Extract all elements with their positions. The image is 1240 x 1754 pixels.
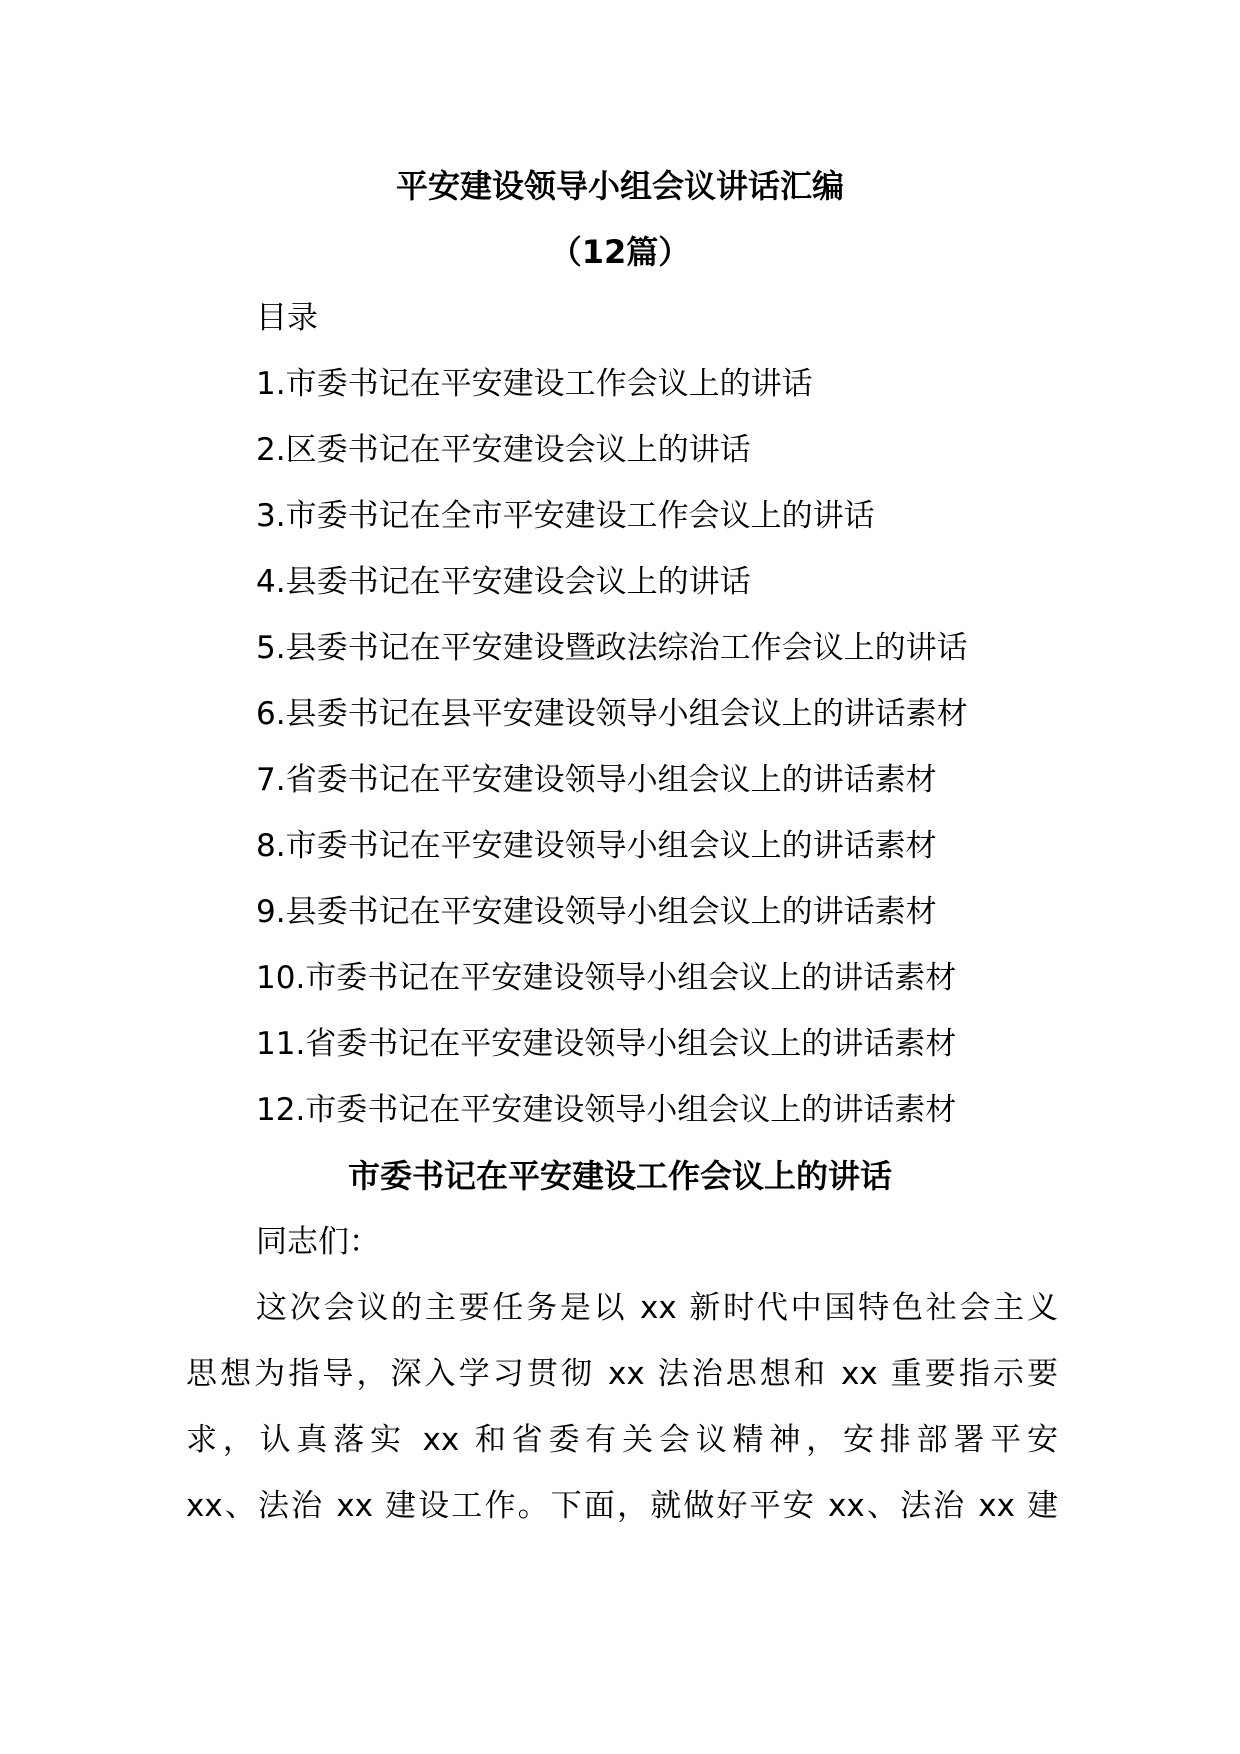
paragraph-line: 求，认真落实 xx 和省委有关会议精神，安排部署平安: [186, 1422, 1058, 1458]
paragraph-line: 思想为指导，深入学习贯彻 xx 法治思想和 xx 重要指示要: [186, 1356, 1058, 1392]
toc-item: 3.市委书记在全市平安建设工作会议上的讲话: [256, 498, 875, 534]
toc-item: 11.省委书记在平安建设领导小组会议上的讲话素材: [256, 1026, 957, 1062]
toc-item: 1.市委书记在平安建设工作会议上的讲话: [256, 366, 813, 402]
body-paragraph: [186, 1288, 1058, 1552]
toc-item: 2.区委书记在平安建设会议上的讲话: [256, 432, 751, 468]
table-of-contents: [256, 364, 968, 1156]
salutation: 同志们：: [256, 1224, 380, 1260]
paragraph-line: xx、法治 xx 建设工作。下面，就做好平安 xx、法治 xx 建: [186, 1488, 1058, 1524]
document-title: 平安建设领导小组会议讲话汇编: [395, 167, 844, 205]
toc-item: 4.县委书记在平安建设会议上的讲话: [256, 564, 751, 600]
toc-item: 5.县委书记在平安建设暨政法综治工作会议上的讲话: [256, 630, 968, 666]
toc-item: 8.市委书记在平安建设领导小组会议上的讲话素材: [256, 828, 937, 864]
toc-item: 7.省委书记在平安建设领导小组会议上的讲话素材: [256, 762, 937, 798]
toc-item: 6.县委书记在县平安建设领导小组会议上的讲话素材: [256, 696, 968, 732]
document-subtitle: （12篇）: [549, 233, 691, 271]
toc-item: 10.市委书记在平安建设领导小组会议上的讲话素材: [256, 960, 957, 996]
toc-item: 12.市委书记在平安建设领导小组会议上的讲话素材: [256, 1092, 957, 1128]
toc-label: 目录: [256, 300, 318, 336]
paragraph-line: 这次会议的主要任务是以 xx 新时代中国特色社会主义: [256, 1290, 1058, 1326]
section-title: 市委书记在平安建设工作会议上的讲话: [347, 1157, 892, 1195]
toc-item: 9.县委书记在平安建设领导小组会议上的讲话素材: [256, 894, 937, 930]
